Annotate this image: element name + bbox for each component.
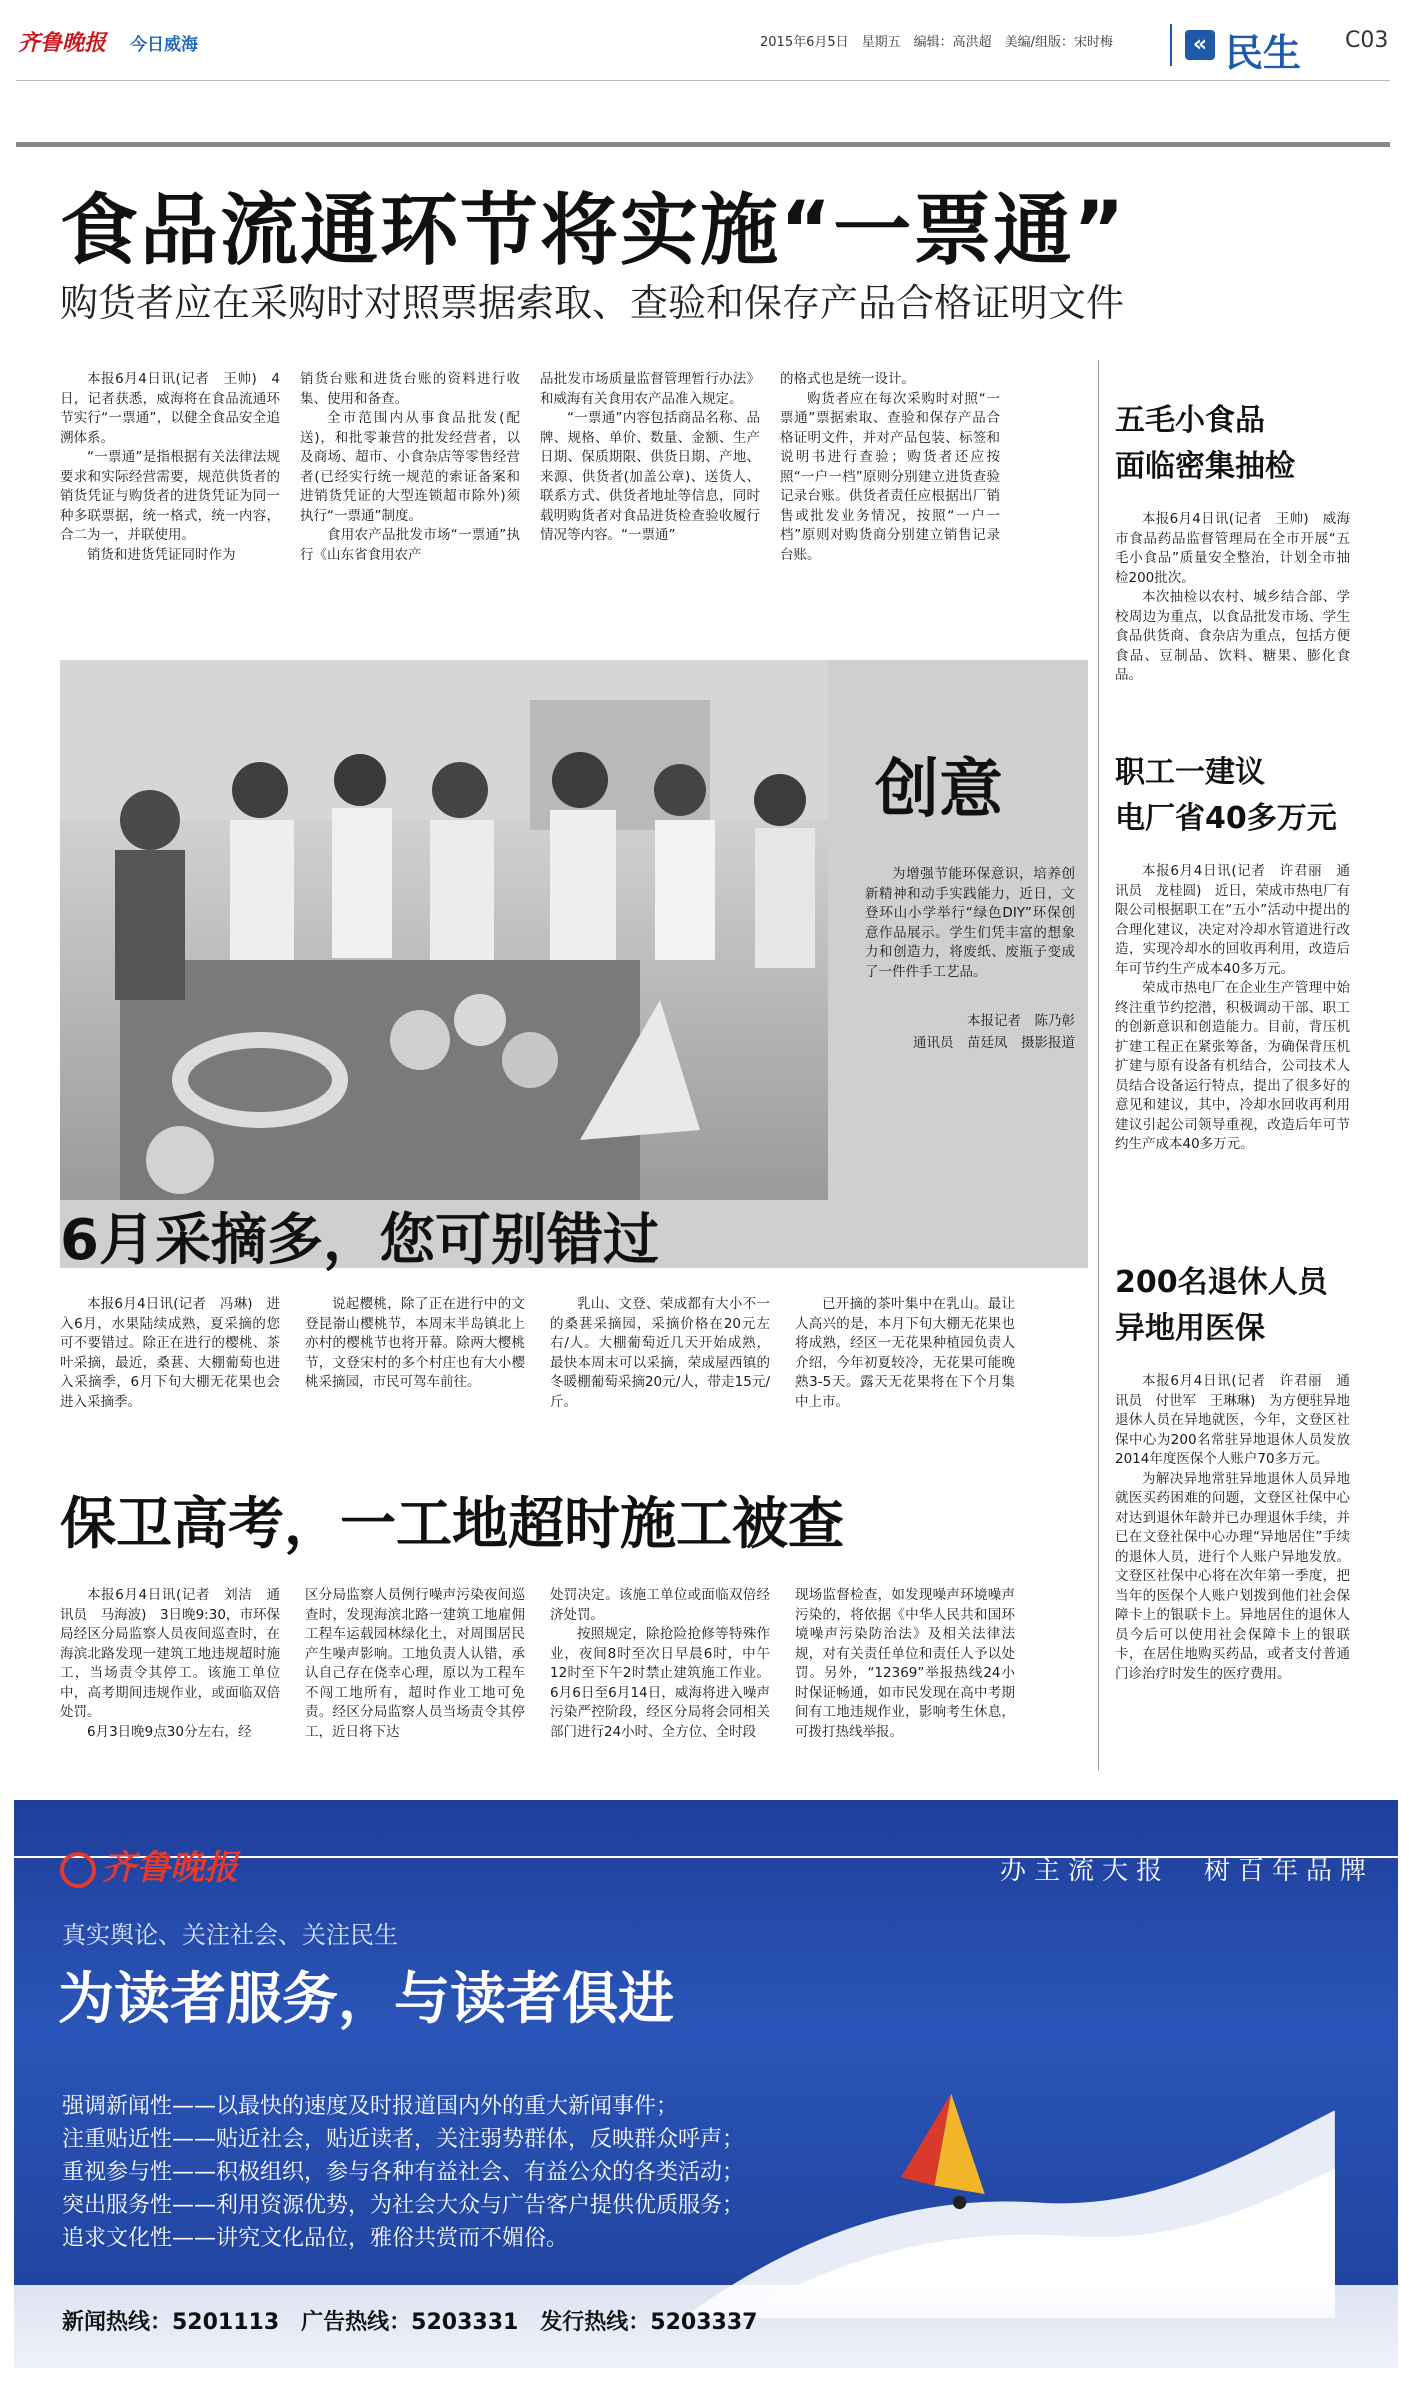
photo-caption (865, 865, 1075, 982)
ad-slogan: 办主流大报 树百年品牌 (1000, 1856, 1375, 1886)
paragraph: 乳山、文登、荣成都有大小不一的桑葚采摘园，采摘价格在20元左右/人。大棚葡萄近几天开始成熟，最快本周末可以采摘，荣成屋西镇的冬暖棚葡萄采摘20元/人，带走15元/斤。 (550, 1296, 770, 1410)
page-number: C03 (1345, 28, 1389, 53)
paragraph: “一票通”内容包括商品名称、品牌、规格、单价、数量、金额、生产日期、保质期限、供货日期、产地、来源、供货者(加盖公章)、送货人、联系方式、供货者地址等信息，同时载明购货者对食品进货检查验收履行情况等内容。“一票通” (540, 410, 760, 543)
paragraph: 本报6月4日讯(记者 王帅) 威海市食品药品监督管理局在全市开展“五毛小食品”质量安全整治，计划全市抽检200批次。 (1115, 511, 1350, 586)
paragraph: 为增强节能环保意识，培养创新精神和动手实践能力，近日，文登环山小学举行“绿色DIY”环保创意作品展示。学生们凭丰富的想象力和创造力，将废纸、废瓶子变成了一件件手工艺品。 (865, 866, 1075, 980)
side2-title (1115, 750, 1337, 842)
side2-body (1115, 862, 1350, 1155)
ad-tagline: 真实舆论、关注社会、关注民生 (62, 1921, 398, 1949)
paragraph: 本报6月4日讯(记者 王帅) 4日，记者获悉，威海将在食品流通环节实行“一票通”，以健全食品安全追溯体系。 (60, 371, 280, 446)
lead-headline: 食品流通环节将实施“一票通” (60, 186, 1127, 276)
paragraph: 现场监督检查，如发现噪声环境噪声污染的，将依据《中华人民共和国环境噪声污染防治法》及相关法律法规，对有关责任单位和责任人予以处罚。另外，“12369”举报热线24小时保证畅通，如市民发现在高中考期间有工地违规作业，影响考生休息，可拨打热线举报。 (795, 1587, 1015, 1740)
logo-ring-icon (60, 1852, 96, 1888)
story2-col-2 (305, 1295, 525, 1393)
photo-story-title: 创意 (875, 753, 1003, 827)
edition-label: 今日威海 (130, 35, 198, 55)
story3-col-1 (60, 1586, 280, 1742)
ad-hotlines: 新闻热线：5201113 广告热线：5203331 发行热线：5203337 (62, 2310, 758, 2335)
paragraph: 6月3日晚9点30分左右，经 (87, 1723, 252, 1740)
paragraph: 已开摘的茶叶集中在乳山。最让人高兴的是，本月下旬大棚无花果也将成熟，经区一无花果种植园负责人介绍，今年初夏较冷，无花果可能晚熟3-5天。露天无花果将在下个月集中上市。 (795, 1296, 1015, 1410)
paragraph: 的格式也是统一设计。 (780, 371, 915, 387)
paragraph: 区分局监察人员例行噪声污染夜间巡查时，发现海滨北路一建筑工地雇佣工程车运载园林绿化土，对周围居民产生噪声影响。工地负责人认错，承认自己存在侥幸心理，原以为工程车不闯工地所有，超时作业工地可免责。经区分局监察人员当场责令其停工，近日将下达 (305, 1587, 525, 1740)
credit-line: 本报记者 陈乃彰 (967, 1013, 1075, 1029)
ad-point: 重视参与性——积极组织，参与各种有益社会、有益公众的各类活动； (62, 2160, 745, 2185)
ad-point: 追求文化性——讲究文化品位，雅俗共赏而不媚俗。 (62, 2226, 569, 2251)
ad-logo (60, 1840, 238, 1889)
side1-title (1115, 398, 1295, 490)
paragraph: 本报6月4日讯(记者 刘洁 通讯员 马海波) 3日晚9:30，市环保局经区分局监察人员夜间巡查时，在海滨北路发现一建筑工地违规超时施工，当场责令其停工。该施工单位中，高考期间违规作业，或面临双倍处罚。 (60, 1587, 280, 1720)
paragraph: 处罚决定。该施工单位或面临双倍经济处罚。 (550, 1587, 770, 1623)
title-line: 面临密集抽检 (1115, 449, 1295, 484)
paragraph: 全市范围内从事食品批发(配送)，和批零兼营的批发经营者，以及商场、超市、小食杂店等零售经营者(已经实行统一规范的索证备案和进销货凭证的大型连锁超市除外)须执行“一票通”制度。 (300, 410, 520, 524)
title-line: 职工一建议 (1115, 755, 1265, 790)
paragraph: 品批发市场质量监督管理暂行办法》和威海有关食用农产品准入规定。 (540, 371, 760, 407)
side1-body (1115, 510, 1350, 686)
story2-col-4 (795, 1295, 1015, 1412)
paragraph: 本报6月4日讯(记者 冯琳) 进入6月，水果陆续成熟，夏采摘的您可不要错过。除正在进行的樱桃、茶叶采摘，最近，桑葚、大棚葡萄也进入采摘季，6月下旬大棚无花果也会进入采摘季。 (60, 1296, 280, 1410)
ad-points (62, 2090, 744, 2255)
lead-subhead: 购货者应在采购时对照票据索取、查验和保存产品合格证明文件 (60, 281, 1125, 325)
story3-headline: 保卫高考，一工地超时施工被查 (60, 1492, 844, 1557)
section-name: 民生 (1225, 31, 1302, 75)
ad-point: 注重贴近性——贴近社会，贴近读者，关注弱势群体，反映群众呼声； (62, 2127, 745, 2152)
ad-headline: 为读者服务，与读者俱进 (58, 1966, 674, 2032)
story2-col-1 (60, 1295, 280, 1412)
title-line: 异地用医保 (1115, 1311, 1265, 1346)
story2-col-3 (550, 1295, 770, 1412)
lead-col-3 (540, 370, 760, 546)
lead-col-1 (60, 370, 280, 565)
paragraph: “一票通”是指根据有关法律法规要求和实际经营需要，规范供货者的销货凭证与购货者的进货凭证为同一种多联票据，统一格式，统一内容，合二为一，并联使用。 (60, 449, 280, 543)
masthead-logo: 齐鲁晚报 (18, 30, 107, 56)
paragraph: 为解决异地常驻异地退休人员异地就医买药困难的问题，文登区社保中心对达到退休年龄并已办理退休手续，并已在文登社保中心办理“异地居住”手续的退休人员，进行个人账户异地发放。文登区社保中心将在次年第一季度，把当年的医保个人账户划拨到他们社会保障卡上的银联卡上。异地居住的退休人员今后可以使用社会保障卡上的银联卡，在居住地购买药品，或者支付普通门诊治疗时发生的医疗费用。 (1115, 1470, 1350, 1682)
side3-body (1115, 1372, 1350, 1684)
story3-col-3 (550, 1586, 770, 1742)
story3-col-4 (795, 1586, 1015, 1742)
photo-credits (850, 1010, 1075, 1054)
top-rule (16, 142, 1390, 147)
ad-point: 突出服务性——利用资源优势，为社会大众与广告客户提供优质服务； (62, 2193, 745, 2218)
side3-title (1115, 1260, 1328, 1352)
paragraph: 说起樱桃，除了正在进行中的文登昆嵛山樱桃节，本周末半岛镇北上亦村的樱桃节也将开幕。除两大樱桃节，文登宋村的多个村庄也有大小樱桃采摘园，市民可驾车前往。 (305, 1296, 525, 1390)
ad-logo-text: 齐鲁晚报 (102, 1848, 238, 1888)
story3-col-2 (305, 1586, 525, 1742)
paragraph: 销货台账和进货台账的资料进行收集、使用和备查。 (300, 371, 520, 407)
story2-headline: 6月采摘多，您可别错过 (60, 1208, 659, 1273)
paragraph: 本次抽检以农村、城乡结合部、学校周边为重点，以食品批发市场、学生食品供货商、食杂店为重点，包括方便食品、豆制品、饮料、糖果、膨化食品。 (1115, 589, 1350, 683)
lead-col-4 (780, 370, 1000, 565)
column-divider (1098, 360, 1099, 1770)
header-meta: 2015年6月5日 星期五 编辑：高洪超 美编/组版：宋时梅 (760, 35, 1114, 50)
paragraph: 荣成市热电厂在企业生产管理中始终注重节约挖潜，积极调动干部、职工的创新意识和创造能力。目前，背压机扩建工程正在紧张筹备，为确保背压机扩建与原有设备有机结合，公司技术人员结合设备运行特点，提出了很多好的意见和建议，其中，冷却水回收再利用建议引起公司领导重视，改造后年可节约生产成本40多万元。 (1115, 980, 1350, 1152)
lead-col-2 (300, 370, 520, 565)
paragraph: 销货和进货凭证同时作为 (87, 546, 236, 563)
paragraph: 本报6月4日讯(记者 许君丽 通讯员 龙桂圆) 近日，荣成市热电厂有限公司根据职工在“五小”活动中提出的合理化建议，决定对冷却水管道进行改造，实现冷却水的回收再利用，改造后年可节约生产成本40多万元。 (1115, 863, 1350, 977)
title-line: 200名退休人员 (1115, 1265, 1328, 1300)
title-line: 电厂省40多万元 (1115, 801, 1337, 836)
paragraph: 食用农产品批发市场“一票通”执行《山东省食用农产 (300, 527, 520, 563)
paragraph: 按照规定，除抢险抢修等特殊作业，夜间8时至次日早晨6时，中午12时至下午2时禁止建筑施工作业。6月6日至6月14日，威海将进入噪声污染严控阶段，经区分局将会同相关部门进行24小时、全方位、全时段 (550, 1626, 770, 1740)
chevron-left-icon: « (1185, 30, 1215, 60)
ad-point: 强调新闻性——以最快的速度及时报道国内外的重大新闻事件； (62, 2094, 679, 2119)
credit-line: 通讯员 苗廷凤 摄影报道 (913, 1035, 1075, 1051)
news-photo (60, 660, 1088, 1268)
header-divider (16, 80, 1390, 81)
paragraph: 本报6月4日讯(记者 许君丽 通讯员 付世军 王琳琳) 为方便驻异地退休人员在异地就医，今年，文登区社保中心为200名常驻异地退休人员发放2014年度医保个人账户70多万元。 (1115, 1373, 1350, 1467)
children-crafts-photo (60, 660, 828, 1200)
title-line: 五毛小食品 (1115, 403, 1265, 438)
paragraph: 购货者应在每次采购时对照“一票通”票据索取、查验和保存产品合格证明文件，并对产品包装、标签和说明书进行查验；购货者还应按照“一户一档”原则分别建立进货查验记录台账。供货者责任应根据出厂销售或批发业务情况，按照“一户一档”原则对购货商分别建立销售记录台账。 (780, 390, 1000, 563)
